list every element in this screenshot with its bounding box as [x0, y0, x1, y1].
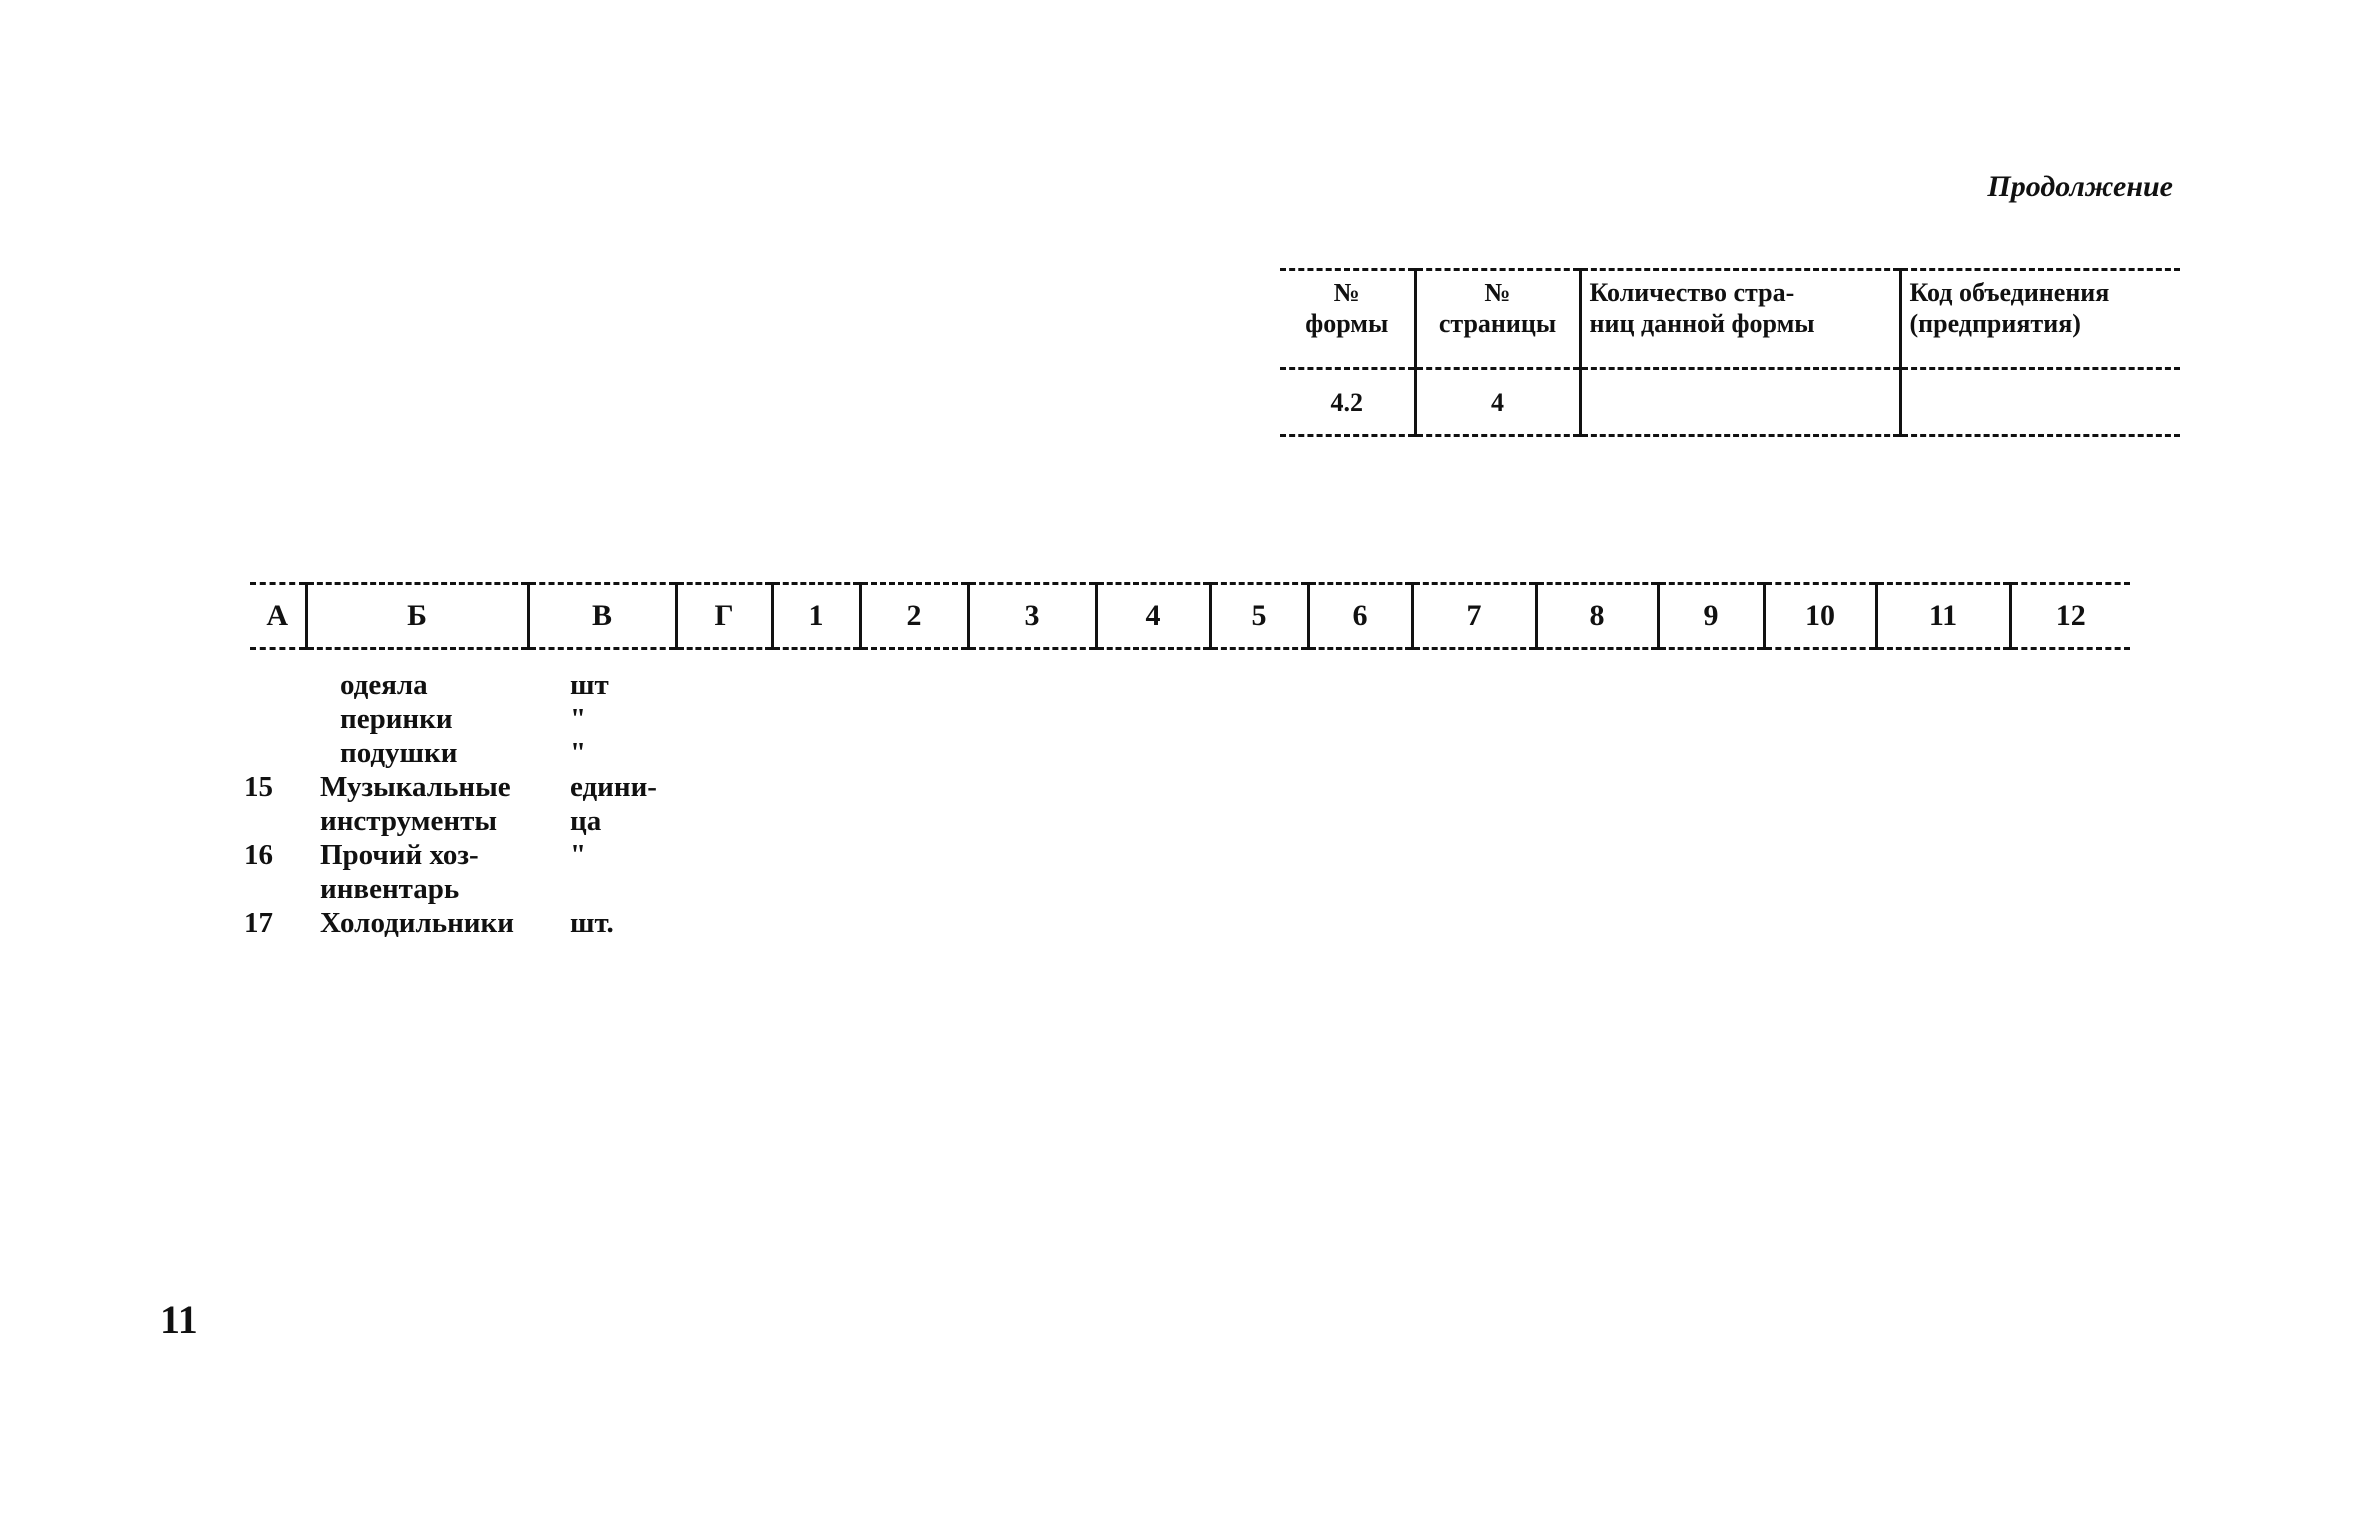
pages-count-value — [1580, 369, 1900, 436]
column-header: 10 — [1764, 584, 1876, 649]
pages-count-header — [1580, 270, 1900, 369]
column-header: В — [528, 584, 676, 649]
column-header: 9 — [1658, 584, 1764, 649]
association-code-header — [1900, 270, 2180, 369]
item-unit: " — [570, 839, 587, 871]
item-unit: ца — [570, 805, 602, 837]
column-header: 6 — [1308, 584, 1412, 649]
item-name: перинки — [340, 703, 453, 735]
item-name: инструменты — [320, 805, 497, 837]
continuation-label: Продолжение — [1987, 170, 2173, 203]
page-number-header-line2: страницы — [1438, 309, 1557, 338]
column-header: 5 — [1210, 584, 1308, 649]
column-header: 11 — [1876, 584, 2010, 649]
column-header: 7 — [1412, 584, 1536, 649]
item-name: подушки — [340, 737, 458, 769]
column-header: 2 — [860, 584, 968, 649]
association-code-value — [1900, 369, 2180, 436]
pages-count-header-line1: Количество стра- — [1589, 278, 1795, 307]
item-name: Музыкальные — [320, 771, 511, 803]
column-header: 8 — [1536, 584, 1658, 649]
form-info-table — [1280, 268, 2180, 437]
column-header: Г — [676, 584, 772, 649]
form-number-header-line2: формы — [1305, 309, 1389, 338]
column-header: 1 — [772, 584, 860, 649]
item-name: одеяла — [340, 669, 428, 701]
column-header: 12 — [2010, 584, 2130, 649]
page-number-header-line1: № — [1484, 278, 1511, 307]
form-number-value: 4.2 — [1280, 369, 1415, 436]
column-header: А — [250, 584, 306, 649]
association-code-header-line1: Код объединения — [1909, 278, 2110, 307]
page-number-value: 4 — [1415, 369, 1580, 436]
item-unit: шт. — [570, 907, 614, 939]
page-number: 11 — [160, 1297, 198, 1342]
form-number-header-line1: № — [1333, 278, 1360, 307]
item-number: 16 — [244, 839, 273, 871]
item-unit: едини- — [570, 771, 657, 803]
form-number-header — [1280, 270, 1415, 369]
item-name: Холодильники — [320, 907, 514, 939]
item-unit: " — [570, 703, 587, 735]
column-header: 4 — [1096, 584, 1210, 649]
item-number: 15 — [244, 771, 273, 803]
item-name: Прочий хоз- — [320, 839, 479, 871]
item-unit: " — [570, 737, 587, 769]
page-number-header — [1415, 270, 1580, 369]
item-number: 17 — [244, 907, 273, 939]
association-code-header-line2: (предприятия) — [1909, 309, 2081, 338]
item-name: инвентарь — [320, 873, 460, 905]
item-unit: шт — [570, 669, 609, 701]
pages-count-header-line2: ниц данной формы — [1589, 309, 1815, 338]
column-header: 3 — [968, 584, 1096, 649]
column-header: Б — [306, 584, 528, 649]
column-header-table — [250, 582, 2130, 650]
